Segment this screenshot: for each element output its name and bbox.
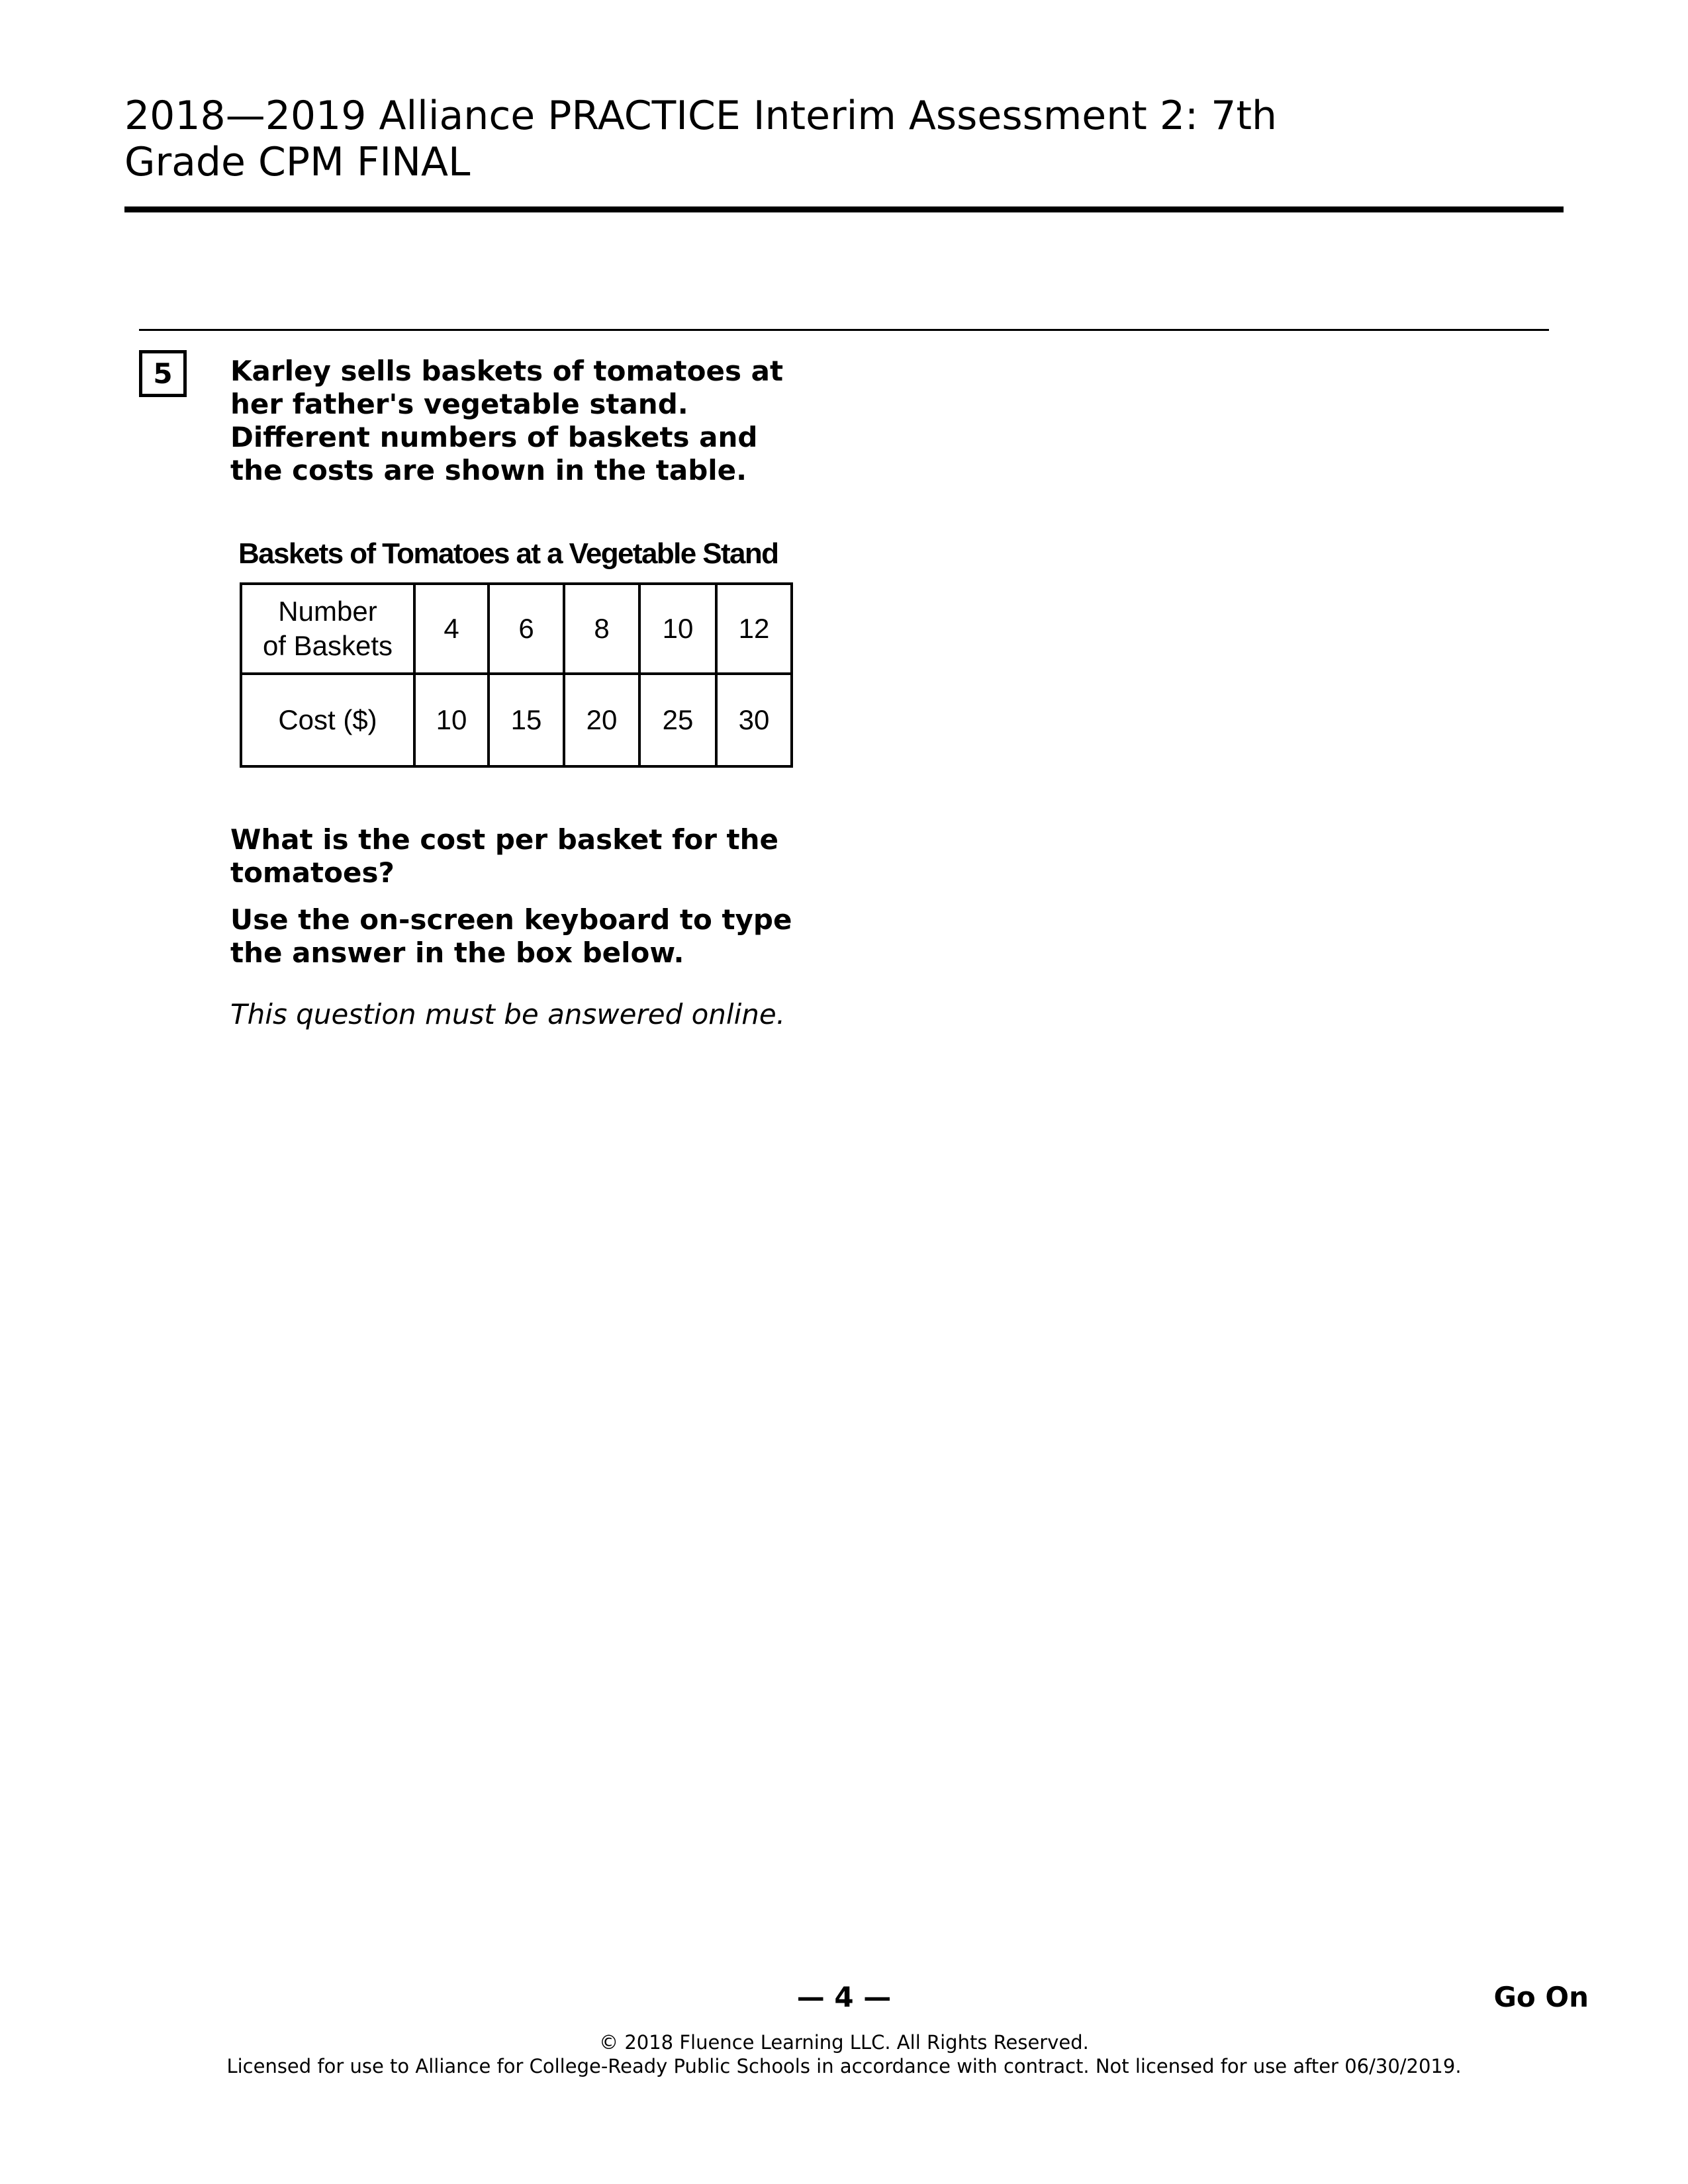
answer-instructions — [230, 903, 826, 970]
table-cell: 30 — [716, 674, 792, 766]
prompt-line: tomatoes? — [230, 856, 395, 889]
header-title-line-2: Grade CPM FINAL — [124, 139, 471, 185]
table-cell: 6 — [489, 584, 564, 674]
table-cell: 12 — [716, 584, 792, 674]
table-cell: 25 — [639, 674, 716, 766]
row-header-cost: Cost ($) — [241, 674, 414, 766]
question-stem — [230, 355, 826, 487]
table-row-cost — [241, 674, 792, 766]
instruction-line: the answer in the box below. — [230, 936, 684, 969]
instruction-line: Use the on-screen keyboard to type — [230, 903, 792, 936]
row-header-line: Number — [278, 596, 377, 627]
table-cell: 20 — [564, 674, 639, 766]
table-cell: 4 — [414, 584, 489, 674]
table-row-baskets — [241, 584, 792, 674]
page-header-title — [124, 93, 1448, 185]
license-notice: Licensed for use to Alliance for College-Ready Public Schools in accordance with contract. Not licensed for use after 06/30/2019. — [226, 2055, 1462, 2077]
question-number: 5 — [139, 350, 187, 397]
online-only-note: This question must be answered online. — [230, 998, 786, 1030]
table-cell: 8 — [564, 584, 639, 674]
copyright-notice: © 2018 Fluence Learning LLC. All Rights Reserved. — [599, 2031, 1089, 2054]
table-cell: 10 — [639, 584, 716, 674]
question-prompt — [230, 823, 826, 889]
go-on-label: Go On — [1493, 1981, 1589, 2013]
table-caption: Baskets of Tomatoes at a Vegetable Stand — [238, 537, 778, 570]
stem-line: the costs are shown in the table. — [230, 454, 747, 486]
header-divider — [124, 206, 1564, 212]
data-table — [240, 582, 793, 768]
header-title-line-1: 2018—2019 Alliance PRACTICE Interim Assessment 2: 7th — [124, 93, 1278, 139]
row-header-baskets — [241, 584, 414, 674]
prompt-line: What is the cost per basket for the — [230, 823, 779, 856]
row-header-line: of Baskets — [262, 630, 393, 661]
stem-line: her father's vegetable stand. — [230, 388, 688, 420]
stem-line: Different numbers of baskets and — [230, 421, 758, 453]
table-cell: 10 — [414, 674, 489, 766]
table-cell: 15 — [489, 674, 564, 766]
question-divider — [139, 329, 1549, 331]
stem-line: Karley sells baskets of tomatoes at — [230, 355, 784, 387]
page-number: — 4 — — [796, 1981, 892, 2013]
